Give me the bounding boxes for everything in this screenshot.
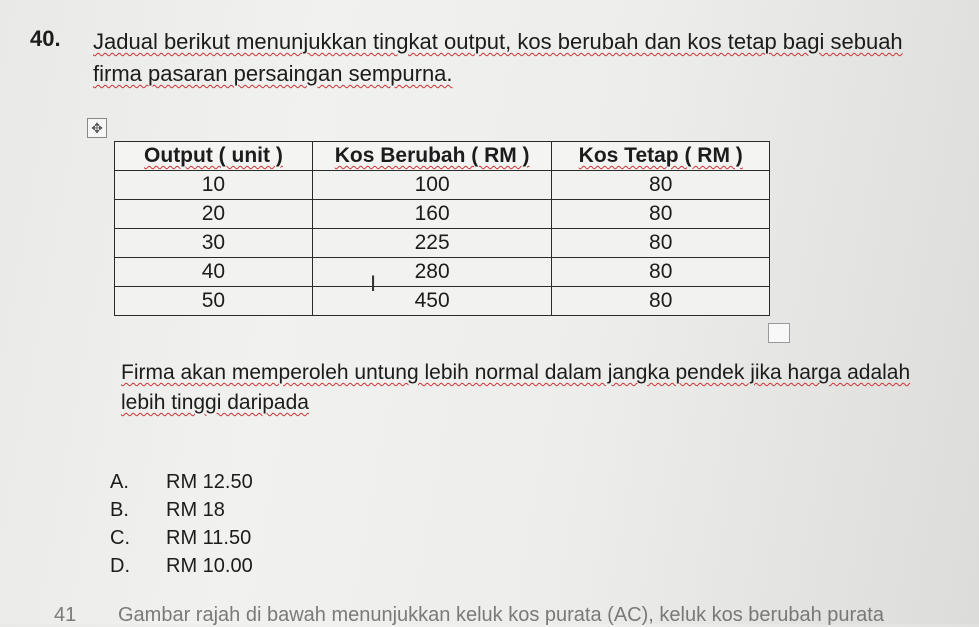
question-number: 40.: [30, 26, 61, 51]
option-letter: B.: [110, 499, 129, 521]
table-row: [115, 200, 770, 229]
table-row: [115, 229, 770, 258]
table-row: [115, 258, 770, 287]
cell-output[interactable]: 20: [115, 200, 313, 229]
cell-kos-tetap[interactable]: 80: [552, 171, 770, 200]
cell-kos-berubah[interactable]: 450: [312, 287, 552, 316]
cell-kos-tetap[interactable]: 80: [552, 287, 770, 316]
question-text-line2[interactable]: firma pasaran persaingan sempurna.: [93, 61, 453, 86]
data-table[interactable]: [114, 141, 770, 316]
cell-kos-berubah[interactable]: 280: [312, 258, 552, 287]
header-kos-berubah[interactable]: Kos Berubah ( RM ): [312, 142, 552, 171]
option-a[interactable]: [110, 468, 253, 496]
option-b[interactable]: [110, 496, 253, 524]
option-letter: D.: [110, 555, 130, 577]
question-text[interactable]: [93, 26, 933, 90]
option-letter: A.: [110, 471, 129, 493]
table-row: [115, 171, 770, 200]
option-text: RM 18: [166, 499, 225, 521]
cell-kos-tetap[interactable]: 80: [552, 200, 770, 229]
next-question-text: Gambar rajah di bawah menunjukkan keluk kos purata (AC), keluk kos berubah purata: [118, 604, 884, 626]
header-output[interactable]: Output ( unit ): [115, 142, 313, 171]
cell-output[interactable]: 30: [115, 229, 313, 258]
table-row: [115, 287, 770, 316]
header-kos-tetap[interactable]: Kos Tetap ( RM ): [552, 142, 770, 171]
text-cursor-icon: I: [370, 271, 377, 296]
question-text-line1[interactable]: Jadual berikut menunjukkan tingkat output, kos berubah dan kos tetap bagi sebuah: [93, 29, 903, 54]
move-icon[interactable]: ✥: [87, 118, 107, 138]
cell-output[interactable]: 40: [115, 258, 313, 287]
cell-output[interactable]: 50: [115, 287, 313, 316]
next-question-number: 41: [54, 604, 77, 626]
option-text: RM 11.50: [166, 527, 252, 549]
cell-kos-berubah[interactable]: 100: [312, 171, 552, 200]
table-header-row: [115, 142, 770, 171]
stem-line1[interactable]: Firma akan memperoleh untung lebih normal dalam jangka pendek jika harga adalah: [121, 361, 911, 384]
cell-kos-berubah[interactable]: 160: [312, 200, 552, 229]
answer-options: [110, 468, 253, 580]
option-text: RM 12.50: [166, 471, 253, 493]
cell-kos-tetap[interactable]: 80: [552, 229, 770, 258]
cell-kos-tetap[interactable]: 80: [552, 258, 770, 287]
question-stem[interactable]: [121, 358, 951, 418]
cell-kos-berubah[interactable]: 225: [312, 229, 552, 258]
option-letter: C.: [110, 527, 130, 549]
table-resize-handle[interactable]: [768, 323, 790, 343]
cell-output[interactable]: 10: [115, 171, 313, 200]
option-c[interactable]: [110, 524, 253, 552]
option-text: RM 10.00: [166, 555, 253, 577]
stem-line2[interactable]: lebih tinggi daripada: [121, 391, 309, 414]
option-d[interactable]: [110, 552, 253, 580]
